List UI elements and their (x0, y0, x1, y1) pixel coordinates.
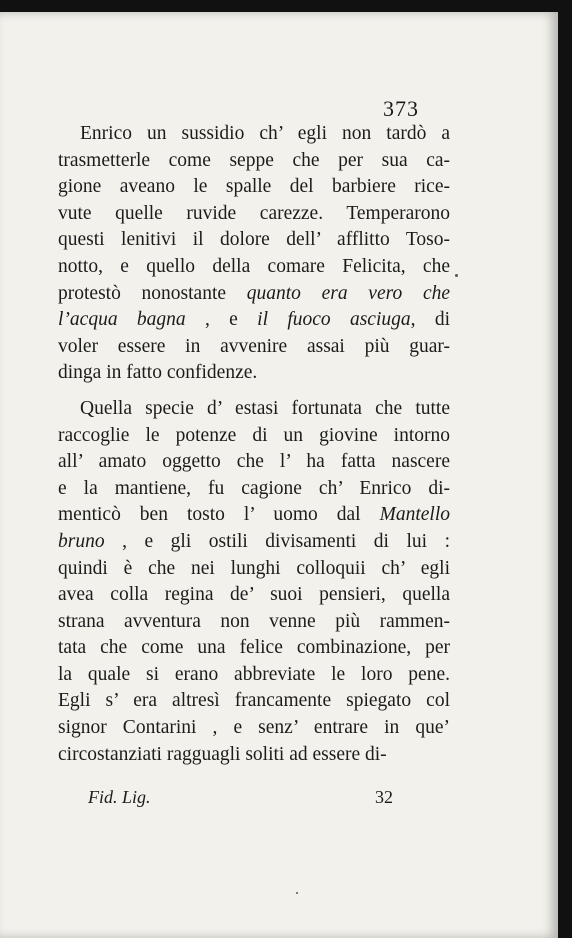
text-line (58, 201, 450, 228)
footer (88, 787, 393, 808)
text-line (58, 334, 450, 361)
text-line (58, 281, 450, 308)
text-line (58, 121, 450, 148)
signature-number: 32 (375, 787, 393, 807)
text-line (58, 582, 450, 609)
text-line (58, 688, 450, 715)
body-text (58, 121, 450, 768)
text-line (58, 502, 450, 529)
text-line (58, 423, 450, 450)
text-line (58, 742, 450, 769)
line-text: la quale si erano abbreviate le loro pene. (58, 663, 450, 685)
book-page (0, 12, 558, 938)
text-line (58, 662, 450, 689)
line-text: vute quelle ruvide carezze. Temperarono (58, 202, 450, 224)
line-text: all’ amato oggetto che l’ ha fatta nascere (58, 451, 450, 473)
line-text: tata che come una felice combinazione, per (58, 637, 450, 659)
line-text: quindi è che nei lunghi colloquii ch’ egli (58, 557, 450, 579)
paragraph-1 (58, 121, 450, 387)
line-text: dinga in fatto confidenze. (58, 362, 258, 384)
line-text: strana avventura non venne più rammen- (58, 610, 450, 632)
text-line (58, 360, 450, 387)
text-line (58, 148, 450, 175)
line-text: menticò ben tosto l’ uomo dal (58, 504, 380, 526)
line-text: trasmetterle come seppe che per sua ca- (58, 149, 450, 171)
text-line (58, 307, 450, 334)
line-text: notto, e quello della comare Felicita, che (58, 255, 450, 277)
scan-speck (296, 892, 298, 894)
text-line (58, 174, 450, 201)
line-text: Enrico un sussidio ch’ egli non tardò a (80, 123, 450, 144)
italic-text: l’acqua bagna (58, 309, 186, 331)
text-line (58, 254, 450, 281)
text-line (58, 476, 450, 503)
paragraph-2 (58, 396, 450, 768)
text-line (58, 556, 450, 583)
text-line (58, 609, 450, 636)
line-text: signor Contarini , e senz’ entrare in que’ (58, 717, 450, 739)
page-number: 373 (383, 96, 419, 121)
text-line (58, 227, 450, 254)
line-text: protestò nonostante (58, 282, 247, 304)
text-line (58, 529, 450, 556)
line-text: Quella specie d’ estasi fortunata che tutte (80, 397, 450, 419)
line-text: circostanziati ragguagli soliti ad essere di- (58, 743, 387, 765)
line-text: gione aveano le spalle del barbiere rice- (58, 176, 450, 198)
italic-text: il fuoco asciuga (257, 309, 411, 331)
line-text: , di (410, 309, 450, 331)
italic-text: bruno (58, 530, 105, 552)
line-text: voler essere in avvenire assai più guar- (58, 335, 450, 357)
italic-text: Mantello (379, 504, 450, 526)
text-line (58, 715, 450, 742)
line-text: avea colla regina de’ suoi pensieri, quella (58, 584, 450, 606)
line-text: e la mantiene, fu cagione ch’ Enrico di- (58, 477, 450, 499)
text-line (58, 396, 450, 423)
text-line (58, 449, 450, 476)
printer-signature: Fid. Lig. (88, 787, 151, 807)
line-text: questi lenitivi il dolore dell’ afflitto Toso- (58, 229, 450, 251)
line-text: , e (185, 309, 258, 331)
line-text: , e gli ostili divisamenti di lui : (104, 530, 450, 552)
scan-speck (455, 274, 458, 277)
italic-text: quanto era vero che (246, 282, 450, 304)
line-text: Egli s’ era altresì francamente spiegato col (58, 690, 450, 712)
text-line (58, 635, 450, 662)
line-text: raccoglie le potenze di un giovine intorno (58, 424, 450, 446)
